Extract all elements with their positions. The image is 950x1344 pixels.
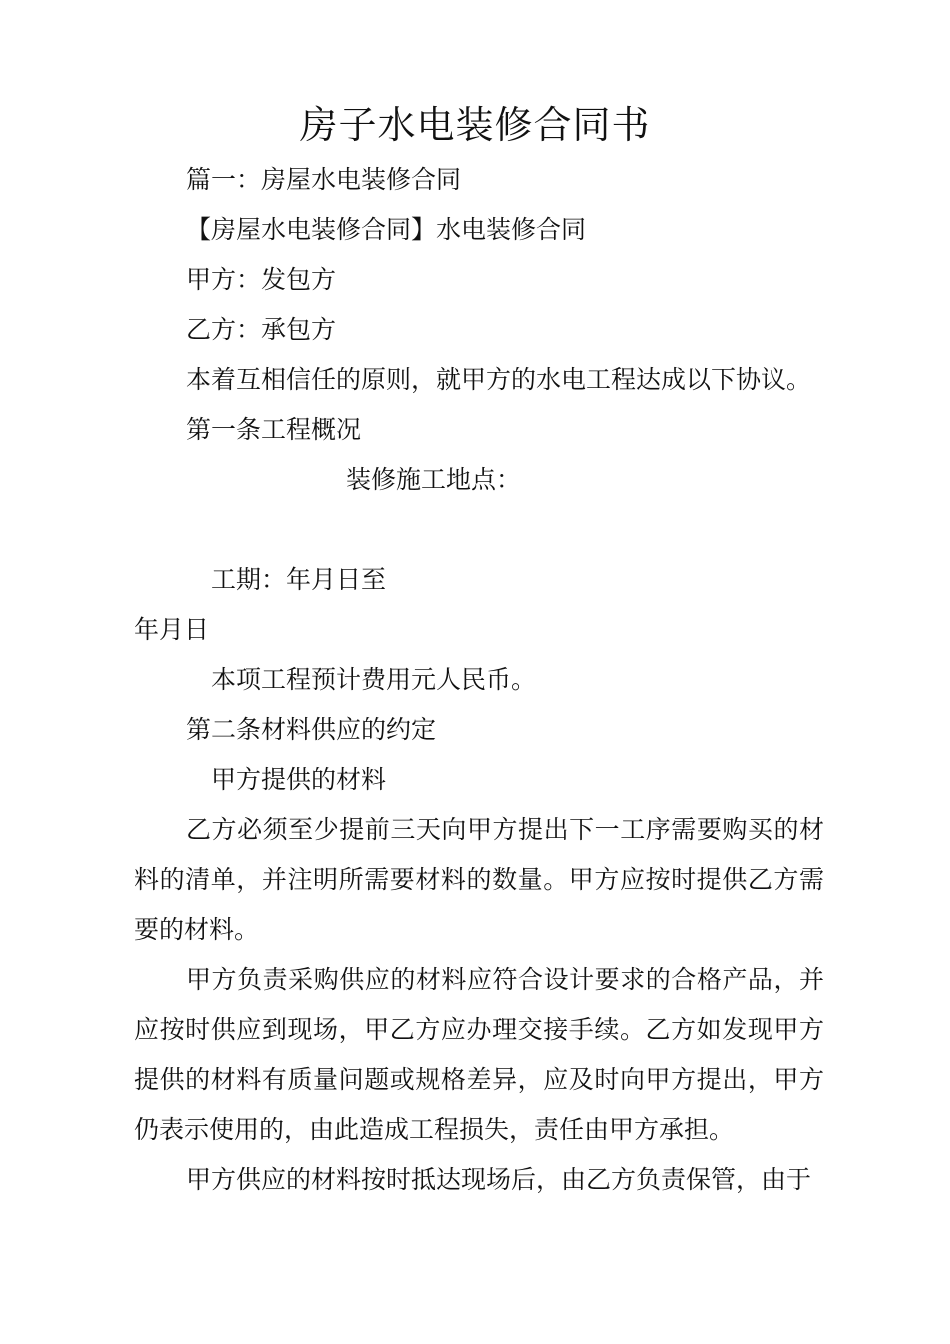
contract-subtitle: 【房屋水电装修合同】水电装修合同 [186, 215, 587, 244]
article2-heading: 第二条材料供应的约定 [186, 715, 437, 744]
paragraph-2: 甲方负责采购供应的材料应符合设计要求的合格产品，并应按时供应到现场，甲乙方应办理交接手续。乙方如发现甲方提供的材料有质量问题或规格差异，应及时向甲方提出，甲方仍表示使用的，由此造成工程损失，责任由甲方承担。 [134, 965, 824, 1144]
site-label: 装修施工地点： [346, 465, 522, 494]
document-title: 房子水电装修合同书 [299, 103, 651, 147]
cost-line: 本项工程预计费用元人民币。 [211, 665, 537, 694]
intro-line: 本着互相信任的原则，就甲方的水电工程达成以下协议。 [186, 365, 812, 394]
section-a-heading: 甲方提供的材料 [211, 765, 387, 794]
party-b-line: 乙方：承包方 [186, 315, 337, 344]
period-end-line: 年月日 [134, 615, 210, 644]
period-start-line: 工期：年月日至 [211, 565, 387, 594]
paragraph-1: 乙方必须至少提前三天向甲方提出下一工序需要购买的材料的清单，并注明所需要材料的数量。甲方应按时提供乙方需要的材料。 [134, 815, 824, 944]
paragraph-3: 甲方供应的材料按时抵达现场后，由乙方负责保管，由于 [186, 1165, 812, 1194]
party-a-line: 甲方：发包方 [186, 265, 337, 294]
article1-heading: 第一条工程概况 [186, 415, 362, 444]
chapter-heading: 篇一：房屋水电装修合同 [186, 165, 462, 194]
